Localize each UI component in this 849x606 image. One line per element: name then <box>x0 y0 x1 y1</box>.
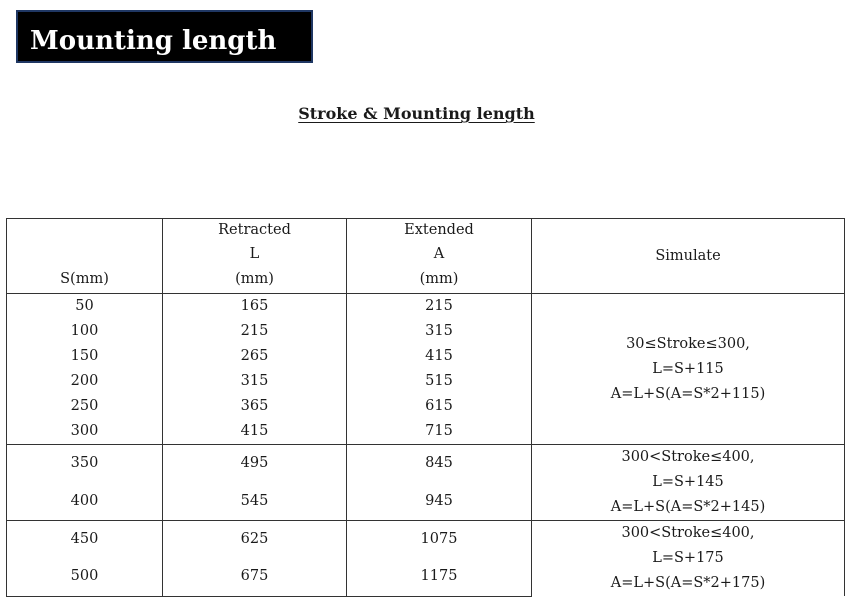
cell-a: 845 <box>347 445 532 483</box>
simulate-l-formula: L=S+115 <box>652 360 724 377</box>
cell-s: 250 <box>7 394 163 419</box>
header-extended-line3: (mm) <box>419 270 459 287</box>
cell-l: 495 <box>163 445 347 483</box>
table-header-row <box>7 219 845 294</box>
simulate-range: 30≤Stroke≤300, <box>626 335 750 352</box>
cell-s: 50 <box>7 294 163 320</box>
section-heading: Stroke & Mounting length <box>298 104 535 123</box>
simulate-cell-group-2 <box>532 445 845 521</box>
cell-l: 415 <box>163 419 347 445</box>
cell-a: 215 <box>347 294 532 320</box>
cell-l: 265 <box>163 344 347 369</box>
cell-l: 165 <box>163 294 347 320</box>
cell-l: 625 <box>163 521 347 559</box>
header-s-label: S(mm) <box>60 270 109 287</box>
cell-a: 515 <box>347 369 532 394</box>
header-extended <box>347 219 532 294</box>
header-simulate-label: Simulate <box>655 247 721 264</box>
stroke-mounting-table <box>6 218 845 597</box>
page-title-banner <box>16 10 313 63</box>
simulate-a-formula: A=L+S(A=S*2+145) <box>610 499 766 515</box>
cell-s: 350 <box>7 445 163 483</box>
header-extended-line2: A <box>433 246 445 262</box>
cell-a: 1175 <box>347 558 532 596</box>
simulate-a-formula: A=L+S(A=S*2+115) <box>610 385 766 402</box>
cell-l: 315 <box>163 369 347 394</box>
simulate-l-formula: L=S+145 <box>652 474 724 490</box>
simulate-a-formula: A=L+S(A=S*2+175) <box>610 575 766 591</box>
table-row <box>7 521 845 559</box>
cell-a: 1075 <box>347 521 532 559</box>
cell-a: 415 <box>347 344 532 369</box>
page-title: Mounting length <box>30 26 277 56</box>
header-extended-line1: Extended <box>404 221 474 238</box>
cell-s: 150 <box>7 344 163 369</box>
header-simulate <box>532 219 845 294</box>
table-row <box>7 294 845 320</box>
cell-a: 315 <box>347 319 532 344</box>
header-retracted <box>163 219 347 294</box>
cell-l: 215 <box>163 319 347 344</box>
cell-s: 200 <box>7 369 163 394</box>
stroke-table-container <box>6 218 845 597</box>
simulate-cell-group-3 <box>532 521 845 597</box>
header-s <box>7 219 163 294</box>
cell-s: 100 <box>7 319 163 344</box>
cell-s: 500 <box>7 558 163 596</box>
cell-s: 400 <box>7 483 163 521</box>
simulate-l-formula: L=S+175 <box>652 550 724 566</box>
table-row <box>7 445 845 483</box>
header-retracted-line2: L <box>249 246 260 262</box>
cell-a: 715 <box>347 419 532 445</box>
cell-s: 450 <box>7 521 163 559</box>
simulate-range: 300<Stroke≤400, <box>621 449 755 465</box>
cell-l: 365 <box>163 394 347 419</box>
simulate-cell-group-1 <box>532 294 845 445</box>
header-retracted-line3: (mm) <box>235 270 274 287</box>
cell-l: 675 <box>163 558 347 596</box>
cell-a: 615 <box>347 394 532 419</box>
cell-l: 545 <box>163 483 347 521</box>
simulate-range: 300<Stroke≤400, <box>621 525 755 541</box>
cell-s: 300 <box>7 419 163 445</box>
cell-a: 945 <box>347 483 532 521</box>
header-retracted-line1: Retracted <box>218 221 291 238</box>
